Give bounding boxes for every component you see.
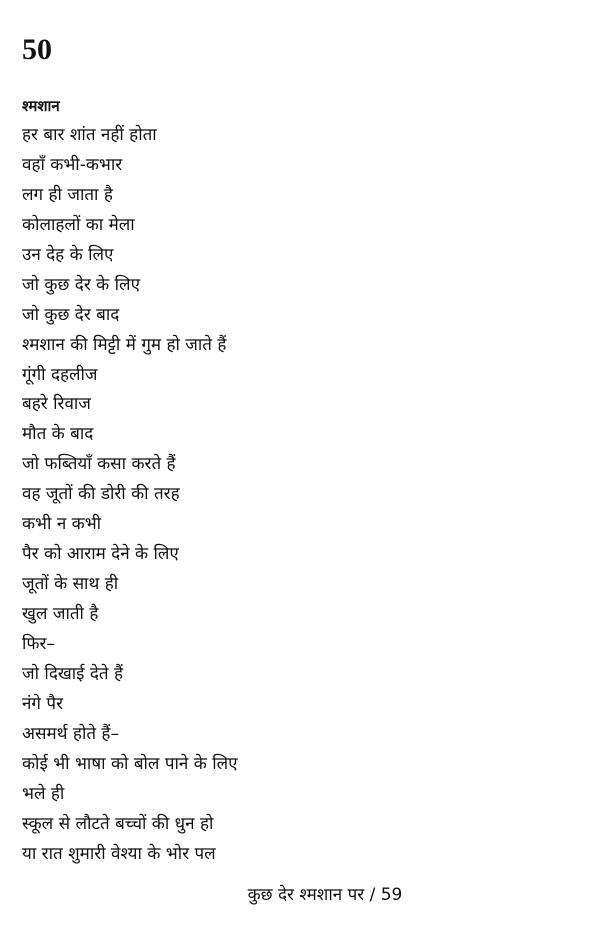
poem-line: लग ही जाता है <box>22 184 113 205</box>
poem-line: पैर को आराम देने के लिए <box>22 544 179 565</box>
poem-line: गूंगी दहलीज <box>22 364 98 385</box>
poem-line: नंगे पैर <box>22 693 64 714</box>
poem-line: हर बार शांत नहीं होता <box>22 125 157 145</box>
page-footer: कुछ देर श्मशान पर / 59 <box>247 885 403 905</box>
poem-line: खुल जाती है <box>22 604 99 624</box>
poem-line: वह जूतों की डोरी की तरह <box>22 484 180 505</box>
poem-line: कोलाहलों का मेला <box>22 214 135 235</box>
poem-line: जूतों के साथ ही <box>22 574 119 595</box>
poem-line: जो फब्तियाँ कसा करते हैं <box>22 454 176 475</box>
poem-title: श्मशान <box>22 97 60 115</box>
poem-line: श्मशान की मिट्टी में गुम हो जाते हैं <box>22 334 227 355</box>
poem-line: जो दिखाई देते हैं <box>22 663 124 684</box>
poem-line: भले ही <box>22 783 65 804</box>
poem-line: मौत के बाद <box>22 424 94 445</box>
poem-line: कभी न कभी <box>22 514 102 535</box>
poem-line: बहरे रिवाज <box>22 394 91 415</box>
poem-line: उन देह के लिए <box>22 244 114 265</box>
poem-line: फिर– <box>22 633 55 654</box>
poem-line: जो कुछ देर बाद <box>22 304 120 325</box>
poem-line: असमर्थ होते हैं– <box>22 723 119 744</box>
poem-line: या रात शुमारी वेश्या के भोर पल <box>22 843 216 864</box>
poem-line: कोई भी भाषा को बोल पाने के लिए <box>22 753 238 774</box>
poem-number: 50 <box>22 33 52 66</box>
poem-line: स्कूल से लौटते बच्चों की धुन हो <box>22 813 214 834</box>
poem-body <box>22 121 238 869</box>
poem-line: वहाँ कभी-कभार <box>22 154 123 175</box>
poem-line: जो कुछ देर के लिए <box>22 274 140 295</box>
